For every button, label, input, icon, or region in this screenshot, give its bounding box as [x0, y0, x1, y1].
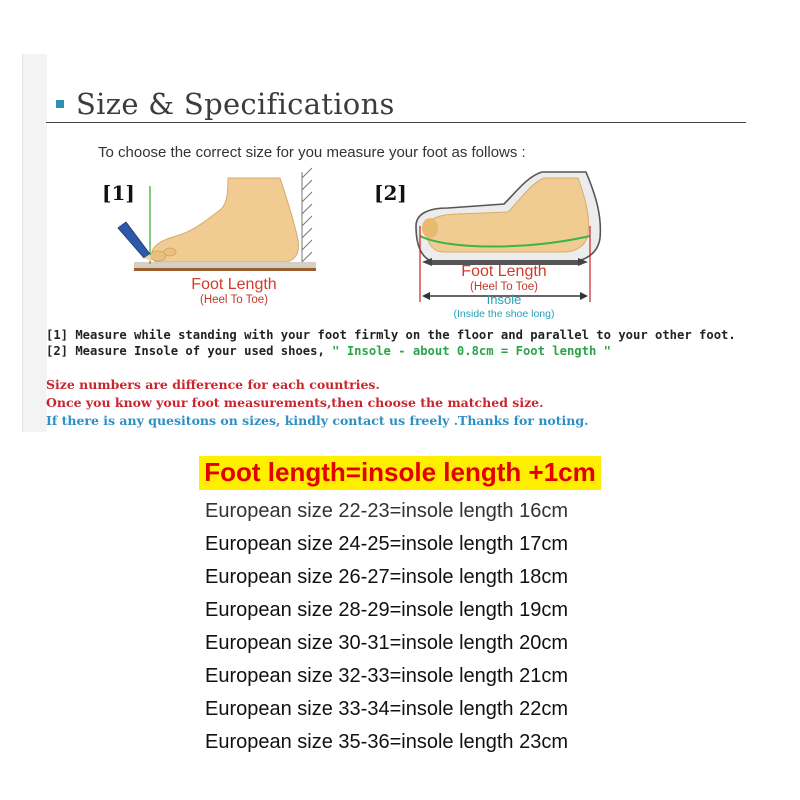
size-row: European size 24-25=insole length 17cm: [205, 533, 569, 555]
figure1-caption: Foot Length: [191, 276, 277, 293]
figure2-label: [2]: [374, 181, 407, 205]
insole-formula: " Insole - about 0.8cm = Foot length ": [332, 344, 611, 358]
panel-shade: [23, 54, 47, 432]
title-divider: [46, 122, 746, 123]
size-row: European size 26-27=insole length 18cm: [205, 566, 569, 588]
warning-match-size: Once you know your foot measurements,then choose the matched size.: [46, 395, 544, 410]
figure1-sub-caption: (Heel To Toe): [200, 294, 268, 306]
wall-hatching: [302, 168, 312, 266]
note-insole: [2] Measure Insole of your used shoes, " Insole - about 0.8cm = Foot length ": [46, 344, 611, 358]
size-row: European size 30-31=insole length 20cm: [205, 632, 569, 654]
insole-sub-label: (Inside the shoe long): [453, 308, 555, 320]
size-row: European size 35-36=insole length 23cm: [205, 731, 569, 753]
size-row: European size 32-33=insole length 21cm: [205, 665, 569, 687]
intro-text: To choose the correct size for you measure your foot as follows :: [98, 144, 526, 161]
foot-measure-illustration: [110, 166, 330, 310]
headline-formula: Foot length=insole length +1cm: [199, 456, 601, 490]
title-bullet-icon: [56, 100, 64, 108]
size-row: European size 33-34=insole length 22cm: [205, 698, 569, 720]
figure1-label: [1]: [102, 181, 135, 205]
insole-measure-illustration: [408, 166, 608, 322]
warning-size-countries: Size numbers are difference for each countries.: [46, 377, 380, 392]
size-row: European size 22-23=insole length 16cm: [205, 500, 569, 522]
figure2-sub-caption: (Heel To Toe): [470, 281, 538, 293]
size-row: European size 28-29=insole length 19cm: [205, 599, 569, 621]
insole-label: Insole: [486, 292, 522, 307]
note-standing: [1] Measure while standing with your foot firmly on the floor and parallel to your other foot.: [46, 328, 736, 342]
headline-wrap: [0, 456, 800, 490]
warning-contact: If there is any quesitons on sizes, kindly contact us freely .Thanks for noting.: [46, 413, 589, 428]
pencil-icon: [118, 222, 152, 262]
page-title: Size & Specifications: [76, 87, 395, 121]
figure2-caption: Foot Length: [461, 263, 547, 280]
size-table: [205, 498, 568, 762]
title-row: [56, 84, 395, 124]
